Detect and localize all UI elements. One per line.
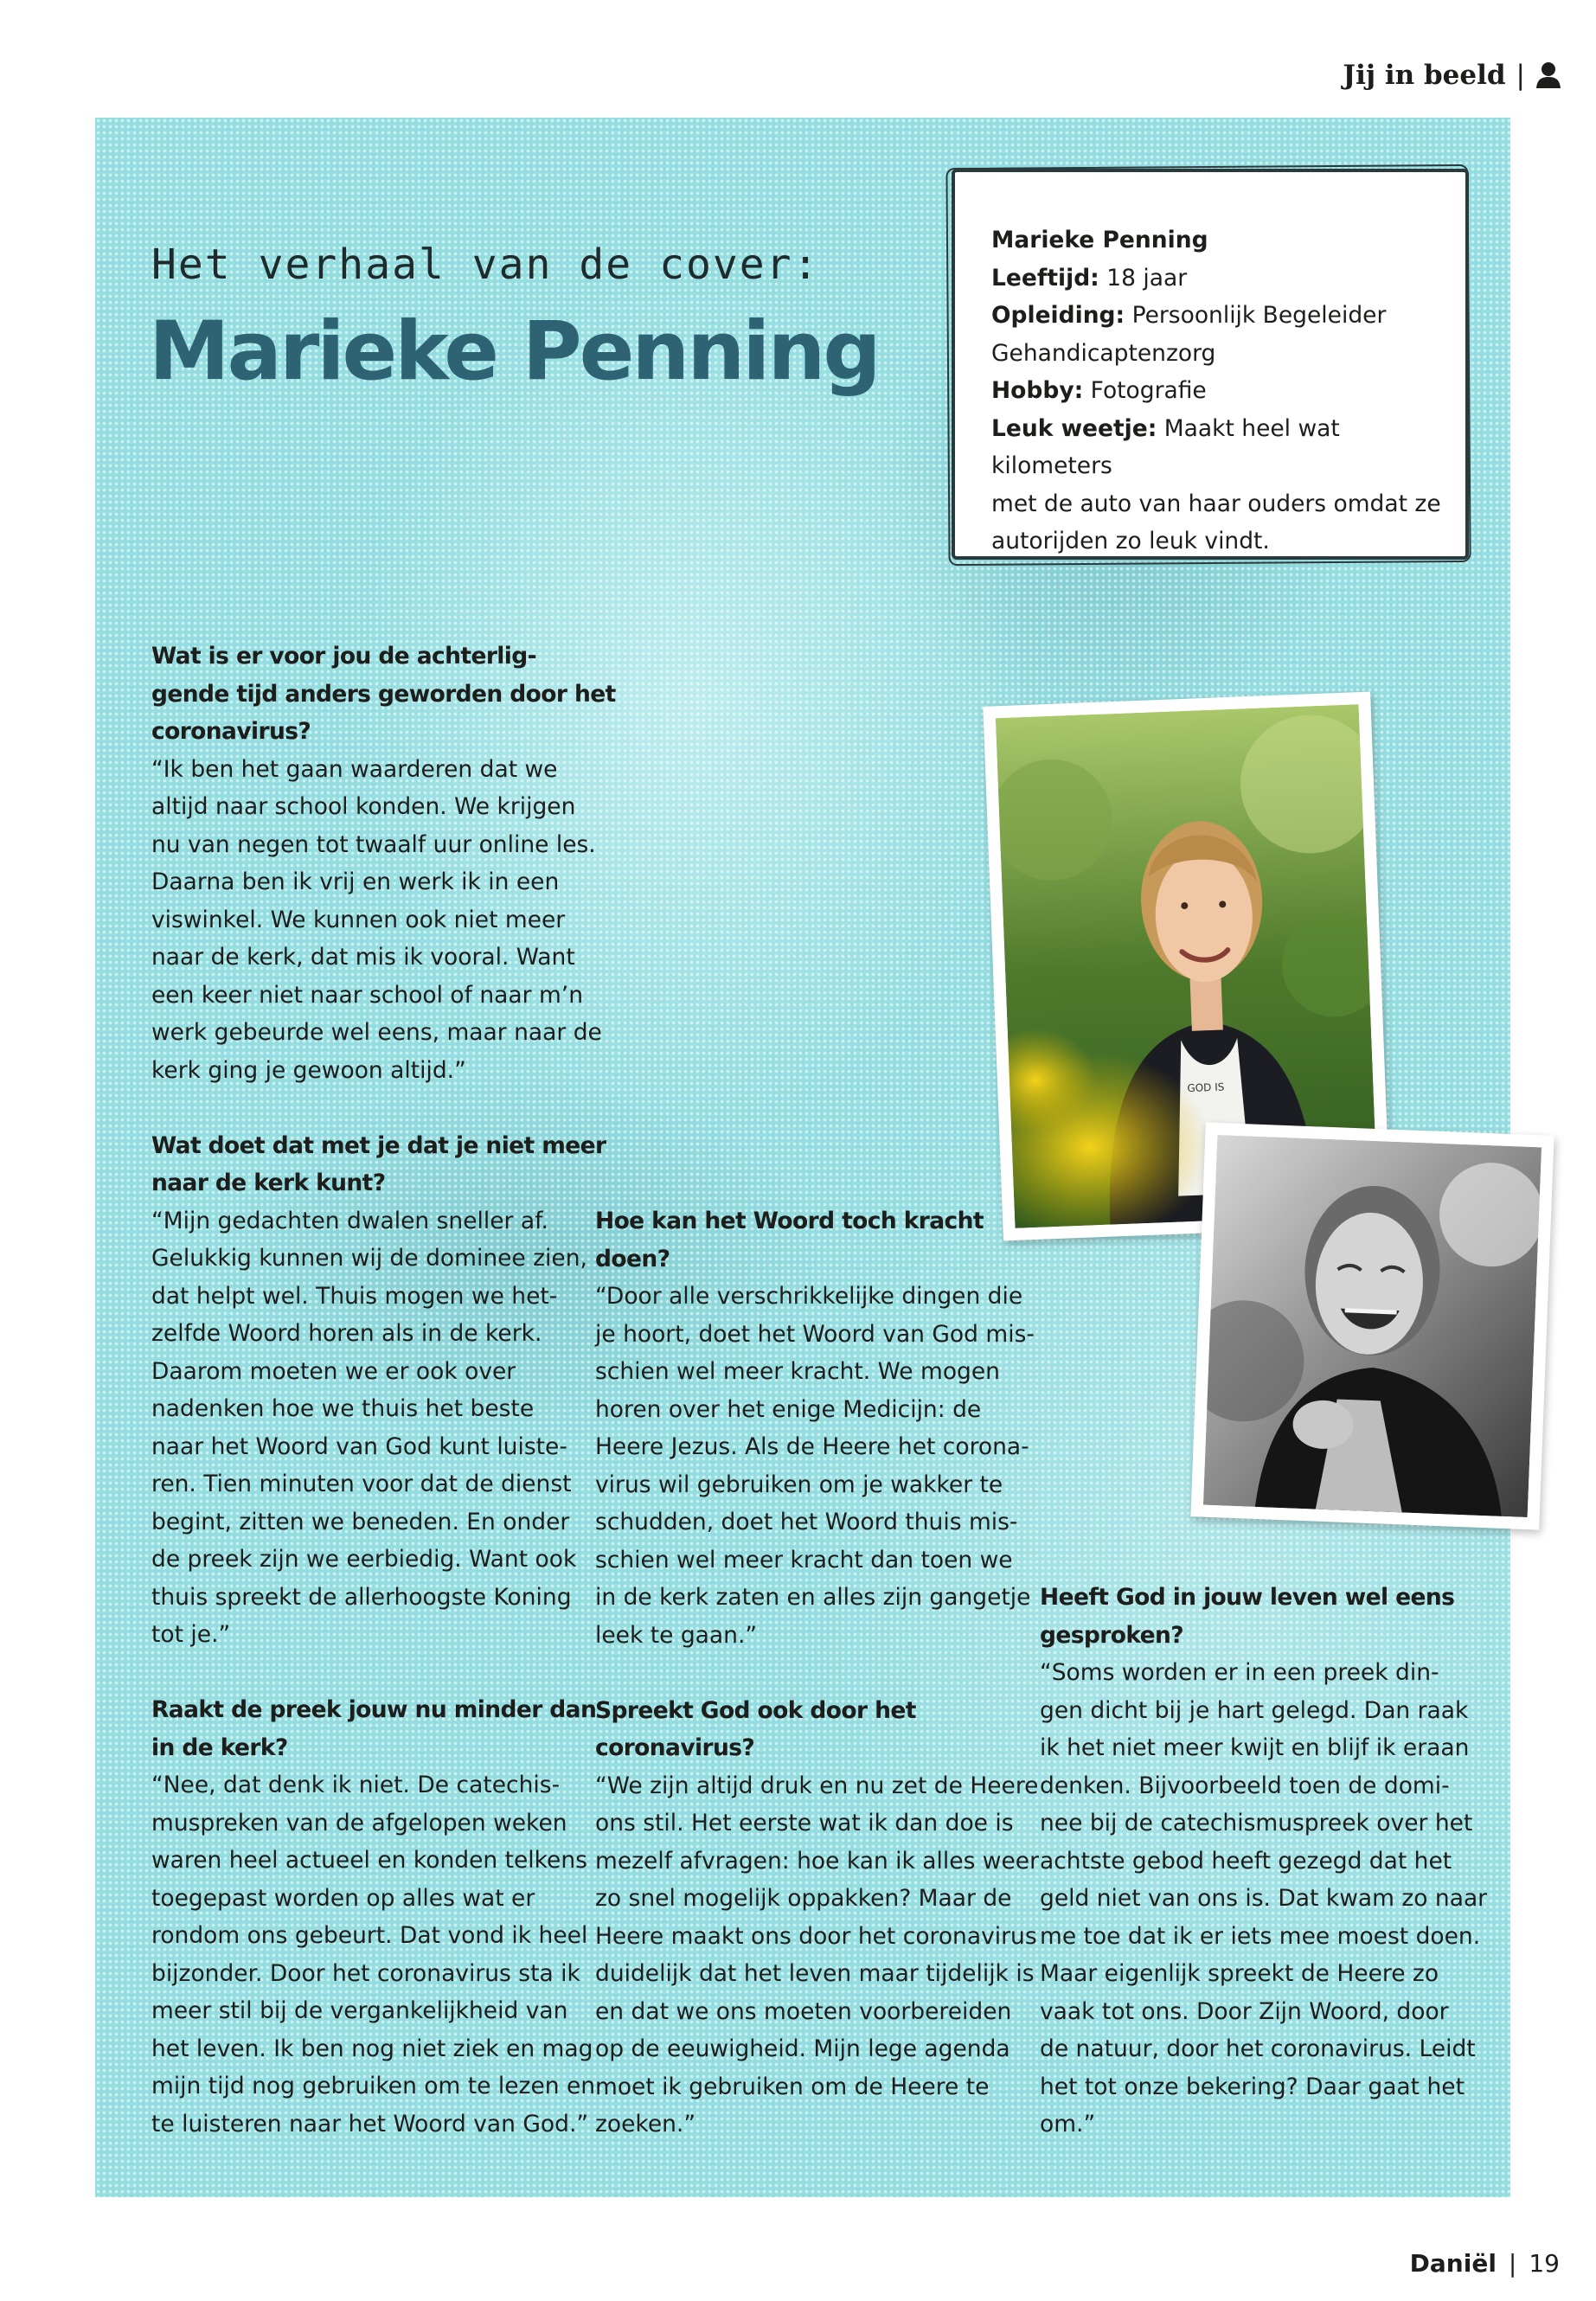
answer: [1040, 1654, 1488, 2144]
answer-line: vaak tot ons. Door Zijn Woord, door: [1040, 1997, 1449, 2025]
answer-line: leek te gaan.”: [595, 1621, 758, 1649]
column-3: [1040, 1579, 1488, 2144]
answer-line: naar het Woord van God kunt luiste-: [151, 1433, 567, 1460]
answer-line: te luisteren naar het Woord van God.”: [151, 2110, 589, 2138]
answer-line: “Nee, dat denk ik niet. De catechis-: [151, 1772, 561, 1798]
answer-line: de natuur, door het coronavirus. Leidt: [1040, 2035, 1476, 2062]
question-line: Wat is er voor jou de achterlig-: [151, 643, 537, 670]
question: [595, 1692, 1028, 1767]
magazine-name: Daniël: [1409, 2249, 1497, 2278]
answer-line: Maar eigenlijk spreekt de Heere zo: [1040, 1960, 1439, 1987]
answer-line: ren. Tien minuten voor dat de dienst: [151, 1471, 572, 1497]
question-line: gende tijd anders geworden door het: [151, 680, 616, 708]
bw-photo: [1190, 1122, 1554, 1529]
answer-line: “Soms worden er in een preek din-: [1040, 1659, 1439, 1686]
question-line: Heeft God in jouw leven wel eens: [1040, 1584, 1455, 1611]
answer-line: horen over het enige Medicijn: de: [595, 1395, 982, 1423]
answer-line: dat helpt wel. Thuis mogen we het-: [151, 1282, 558, 1310]
answer-line: Heere maakt ons door het coronavirus: [595, 1922, 1037, 1950]
answer-line: de preek zijn we eerbiedig. Want ook: [151, 1546, 577, 1573]
answer-line: duidelijk dat het leven maar tijdelijk is: [595, 1960, 1035, 1987]
question-line: Raakt de preek jouw nu minder dan: [151, 1696, 597, 1723]
answer-line: zoeken.”: [595, 2111, 696, 2138]
answer-line: gen dicht bij je hart gelegd. Dan raak: [1040, 1696, 1469, 1724]
fact-label: Leuk weetje:: [991, 414, 1157, 442]
answer-line: schien wel meer kracht dan toen we: [595, 1546, 1013, 1574]
answer-line: muspreken van de afgelopen weken: [151, 1809, 567, 1836]
answer-line: bijzonder. Door het coronavirus sta ik: [151, 1959, 580, 1987]
answer-line: mezelf afvragen: hoe kan ik alles weer: [595, 1847, 1039, 1875]
answer-line: nadenken hoe we thuis het beste: [151, 1395, 535, 1422]
answer-line: in de kerk zaten en alles zijn gangetje: [595, 1584, 1031, 1611]
education-value: Persoonlijk Begeleider: [1131, 302, 1387, 329]
answer-line: moet ik gebruiken om de Heere te: [595, 2073, 990, 2100]
column-2: [595, 1202, 1039, 2144]
answer-line: Gelukkig kunnen wij de dominee zien,: [151, 1245, 587, 1272]
answer-line: begint, zitten we beneden. En onder: [151, 1508, 570, 1535]
answer: [151, 751, 602, 1090]
answer-line: altijd naar school konden. We krijgen: [151, 793, 576, 820]
answer-line: zo snel mogelijk oppakken? Maar de: [595, 1885, 1012, 1912]
answer-line: viswinkel. We kunnen ook niet meer: [151, 906, 566, 933]
question-line: doen?: [595, 1245, 670, 1272]
question-line: coronavirus?: [595, 1734, 755, 1761]
fact-value-cont2: autorijden zo leuk vindt.: [991, 528, 1270, 554]
article-title: Marieke Penning: [149, 304, 879, 399]
education-value-cont: Gehandicaptenzorg: [991, 339, 1216, 367]
answer-line: meer stil bij de vergankelijkheid van: [151, 1997, 568, 2024]
hobby-value: Fotografie: [1090, 377, 1207, 404]
answer-line: naar de kerk, dat mis ik vooral. Want: [151, 944, 575, 971]
answer-line: ik het niet meer kwijt en blijf ik eraan: [1040, 1734, 1470, 1761]
question-line: Spreekt God ook door het: [595, 1696, 916, 1724]
answer-line: om.”: [1040, 2111, 1096, 2138]
answer-line: het tot onze bekering? Daar gaat het: [1040, 2073, 1465, 2100]
page-number: 19: [1529, 2249, 1560, 2278]
profile-box: [952, 169, 1469, 560]
question: [595, 1202, 1028, 1278]
answer: [151, 1202, 587, 1654]
answer: [595, 1767, 1039, 2144]
answer-line: thuis spreekt de allerhoogste Koning: [151, 1583, 572, 1611]
question-line: gesproken?: [1040, 1621, 1184, 1649]
answer-line: schudden, doet het Woord thuis mis-: [595, 1509, 1018, 1535]
page-footer: [1410, 2249, 1560, 2278]
answer-line: Heere Jezus. Als de Heere het corona-: [595, 1433, 1029, 1460]
shirt-text: GOD IS: [1187, 1080, 1225, 1095]
age-label: Leeftijd:: [991, 264, 1099, 292]
question: [151, 1691, 597, 1766]
answer-line: Daarom moeten we er ook over: [151, 1357, 516, 1385]
profile-name: Marieke Penning: [991, 227, 1208, 253]
answer-line: me toe dat ik er iets mee moest doen.: [1040, 1922, 1481, 1950]
answer-line: “We zijn altijd druk en nu zet de Heere: [595, 1772, 1039, 1799]
answer-line: kerk ging je gewoon altijd.”: [151, 1056, 466, 1084]
answer-line: een keer niet naar school of naar m’n: [151, 981, 583, 1009]
section-header: [1343, 54, 1561, 97]
person-icon: [1535, 61, 1561, 89]
article-kicker: Het verhaal van de cover:: [151, 240, 820, 289]
answer-line: virus wil gebruiken om je wakker te: [595, 1471, 1003, 1498]
answer: [151, 1766, 596, 2143]
answer: [595, 1278, 1035, 1654]
answer-line: op de eeuwigheid. Mijn lege agenda: [595, 2035, 1010, 2062]
laughing-portrait-image: [1203, 1135, 1542, 1517]
question-line: Wat doet dat met je dat je niet meer: [151, 1131, 606, 1159]
section-title: Jij in beeld: [1343, 60, 1506, 91]
answer-line: denken. Bijvoorbeeld toen de domi-: [1040, 1772, 1450, 1799]
answer-line: rondom ons gebeurt. Dat vond ik heel: [151, 1922, 588, 1949]
answer-line: tot je.”: [151, 1621, 231, 1648]
age-value: 18 jaar: [1106, 264, 1188, 292]
header-separator: |: [1516, 60, 1525, 91]
question-line: coronavirus?: [151, 718, 311, 745]
answer-line: werk gebeurde wel eens, maar naar de: [151, 1019, 602, 1046]
answer-line: geld niet van ons is. Dat kwam zo naar: [1040, 1885, 1488, 1912]
answer-line: achtste gebod heeft gezegd dat het: [1040, 1847, 1452, 1875]
question-line: Hoe kan het Woord toch kracht: [595, 1208, 984, 1234]
question: [1040, 1579, 1472, 1654]
question-line: naar de kerk kunt?: [151, 1170, 386, 1196]
fact-value: Maakt heel wat kilometers: [991, 414, 1340, 479]
answer-line: “Ik ben het gaan waarderen dat we: [151, 755, 558, 783]
answer-line: zelfde Woord horen als in de kerk.: [151, 1320, 542, 1347]
hobby-label: Hobby:: [991, 377, 1084, 404]
answer-line: en dat we ons moeten voorbereiden: [595, 1997, 1012, 2025]
question: [151, 1127, 606, 1202]
column-1: [151, 638, 616, 2143]
answer-line: ons stil. Het eerste wat ik dan doe is: [595, 1810, 1014, 1836]
question: [151, 638, 616, 751]
answer-line: Daarna ben ik vrij en werk ik in een: [151, 868, 560, 895]
answer-line: waren heel actueel en konden telkens: [151, 1847, 587, 1874]
answer-line: “Mijn gedachten dwalen sneller af.: [151, 1207, 548, 1234]
answer-line: “Door alle verschrikkelijke dingen die: [595, 1283, 1023, 1310]
answer-line: toegepast worden op alles wat er: [151, 1884, 535, 1912]
answer-line: mijn tijd nog gebruiken om te lezen en: [151, 2073, 596, 2099]
answer-line: je hoort, doet het Woord van God mis-: [595, 1320, 1035, 1348]
education-label: Opleiding:: [991, 302, 1125, 329]
fact-value-cont: met de auto van haar ouders omdat ze: [991, 490, 1441, 517]
question-line: in de kerk?: [151, 1734, 288, 1761]
answer-line: het leven. Ik ben nog niet ziek en mag: [151, 2035, 593, 2062]
answer-line: nu van negen tot twaalf uur online les.: [151, 830, 596, 858]
answer-line: nee bij de catechismuspreek over het: [1040, 1810, 1473, 1836]
footer-separator: |: [1508, 2249, 1517, 2278]
answer-line: schien wel meer kracht. We mogen: [595, 1358, 1000, 1385]
